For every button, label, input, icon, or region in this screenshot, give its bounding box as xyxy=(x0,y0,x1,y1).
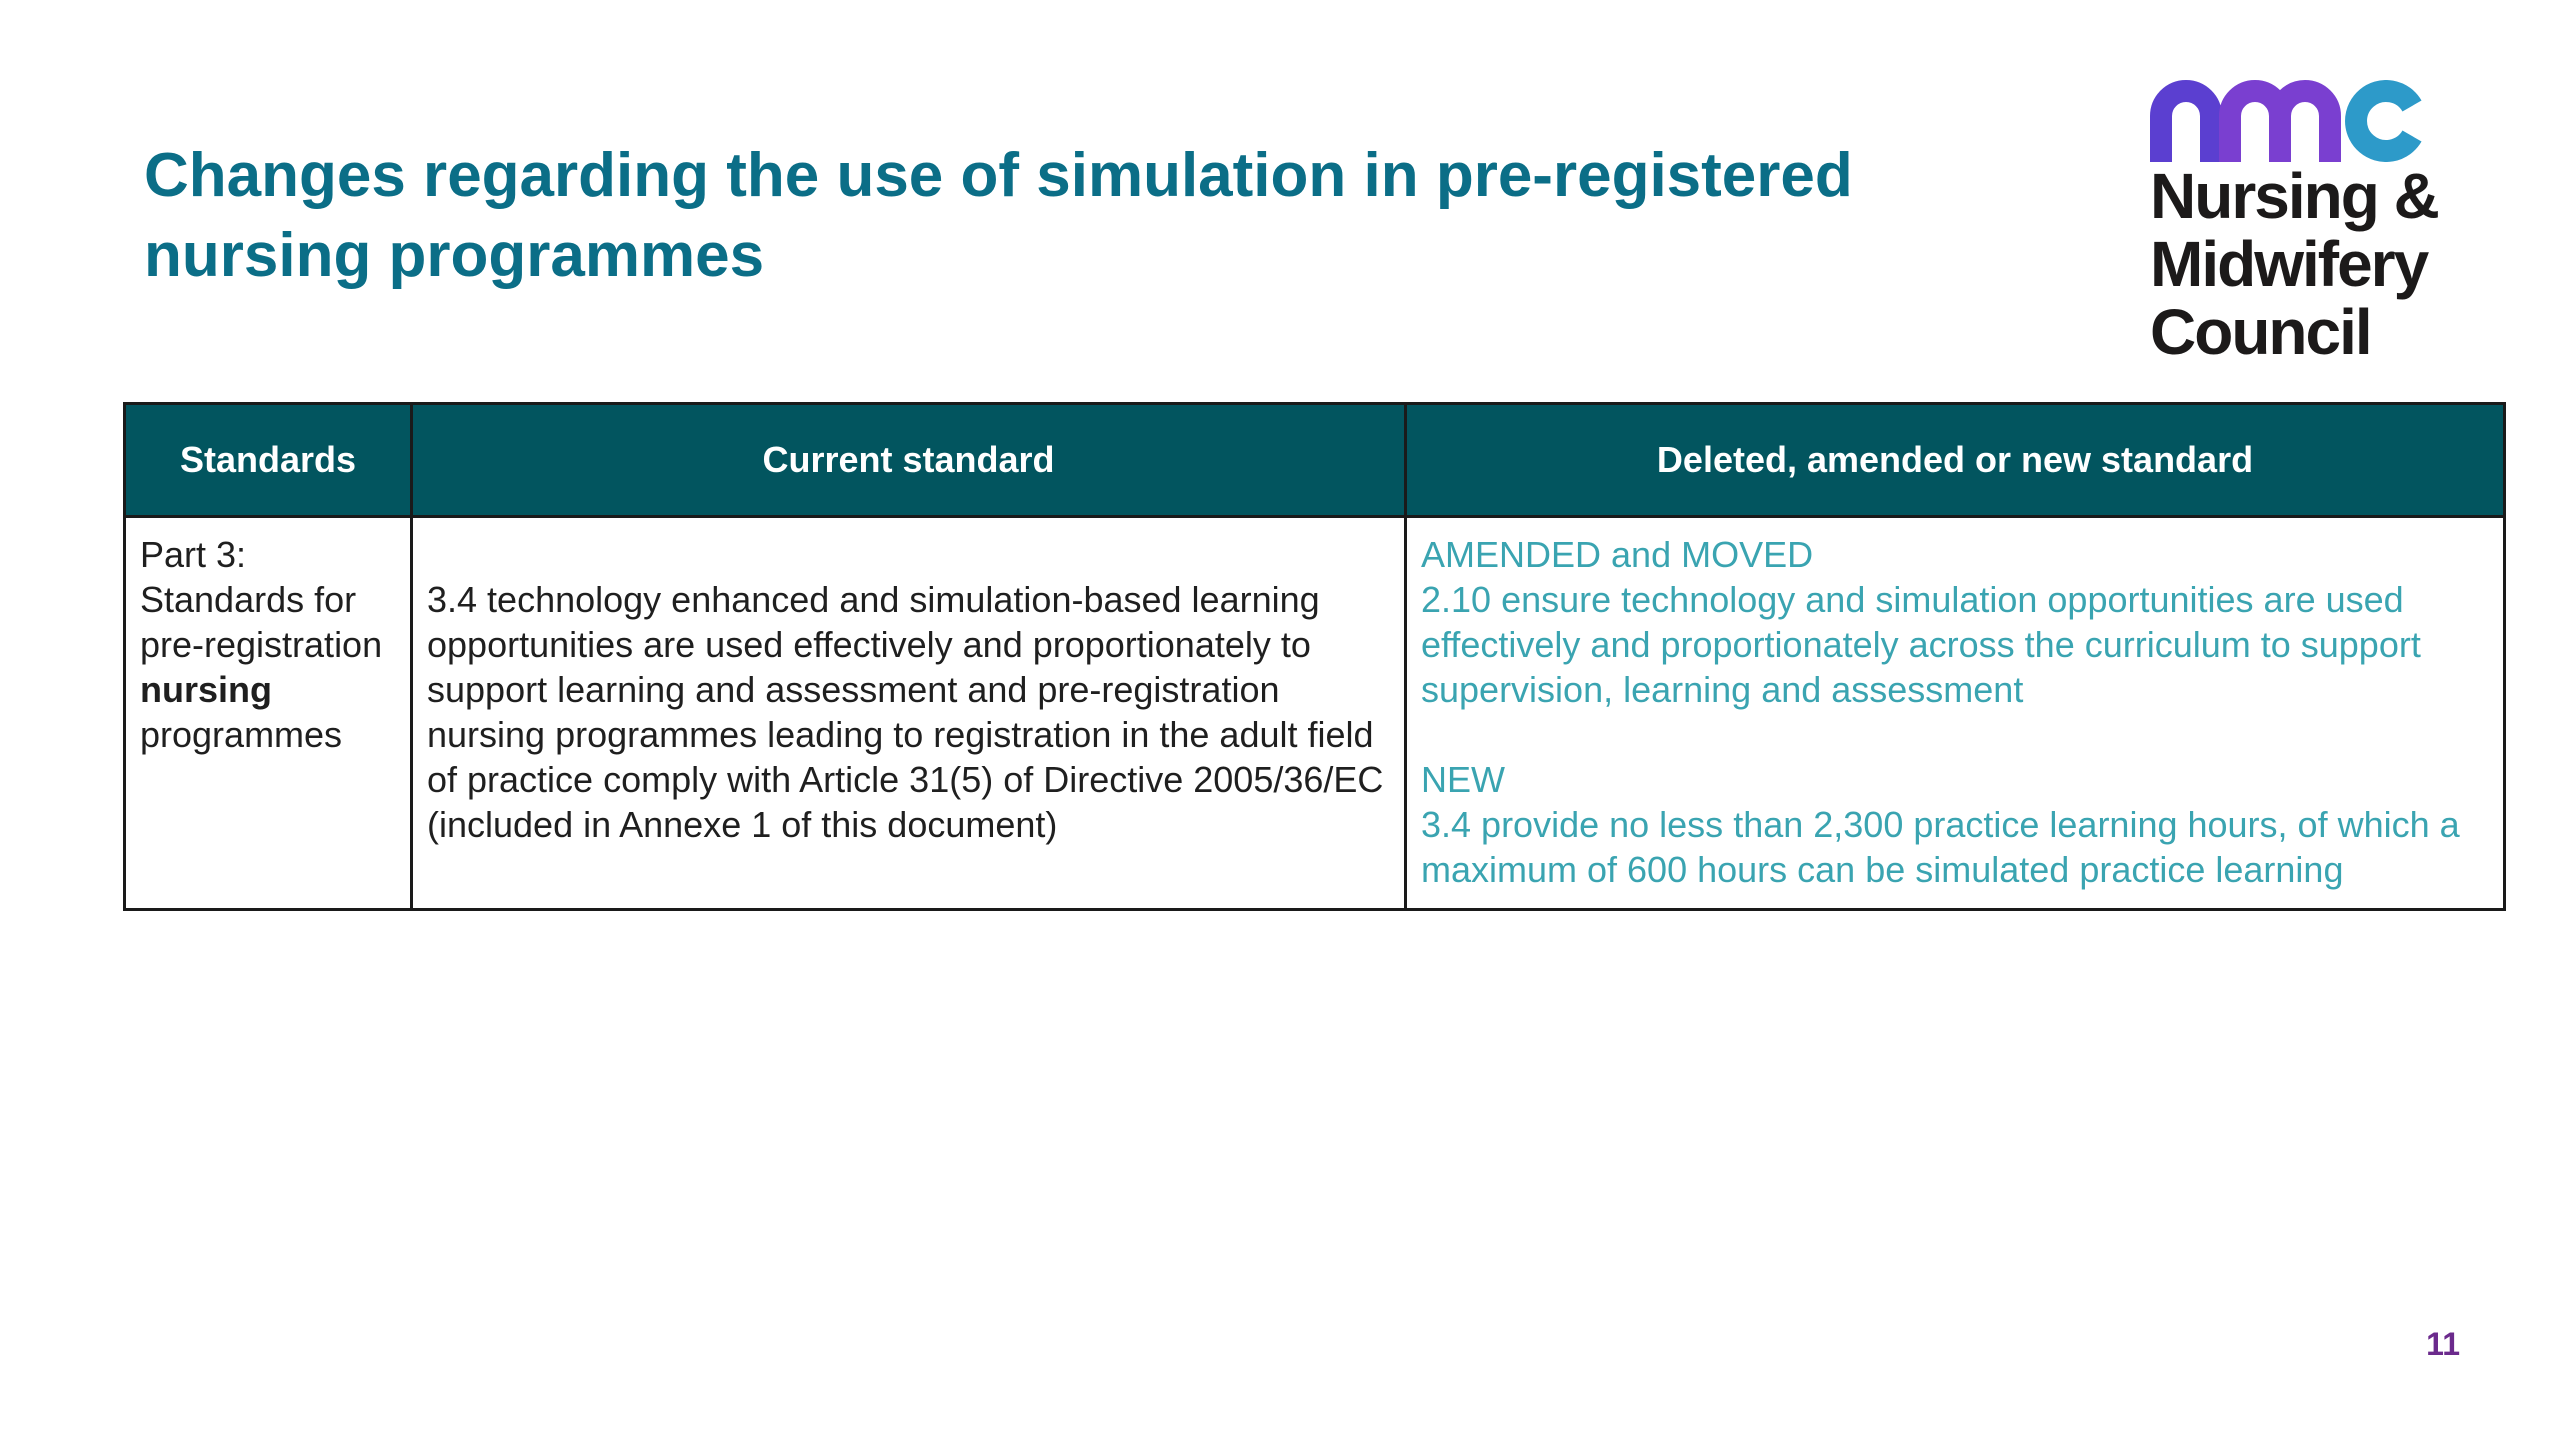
header-standards: Standards xyxy=(125,404,412,517)
standards-line-1: Part 3: xyxy=(140,534,247,575)
slide-title-line-2: nursing programmes xyxy=(144,221,765,290)
standards-line-2: Standards for xyxy=(140,579,357,620)
slide-title xyxy=(144,136,2044,296)
table-header-row xyxy=(125,404,2505,517)
header-new-standard: Deleted, amended or new standard xyxy=(1406,404,2505,517)
standards-line-3: pre-registration xyxy=(140,624,383,665)
standards-table xyxy=(123,402,2506,911)
spacer xyxy=(1421,712,2489,757)
cell-standards xyxy=(125,517,412,910)
nmc-logo-c xyxy=(2356,91,2412,151)
logo-line-2: Midwifery xyxy=(2150,228,2428,300)
cell-new-standard xyxy=(1406,517,2505,910)
standards-line-5: programmes xyxy=(140,714,343,755)
nmc-logo-n xyxy=(2161,91,2211,162)
new-label: NEW xyxy=(1421,759,1505,800)
logo-line-1: Nursing & xyxy=(2150,160,2438,232)
logo-line-3: Council xyxy=(2150,296,2371,368)
amended-label: AMENDED and MOVED xyxy=(1421,534,1814,575)
nmc-logo-m xyxy=(2230,91,2330,162)
cell-current-standard xyxy=(412,517,1406,910)
nmc-logo-mark xyxy=(2150,80,2422,162)
nmc-logo xyxy=(2150,80,2490,368)
nmc-logo-wordmark xyxy=(2150,162,2490,366)
header-current-standard: Current standard xyxy=(412,404,1406,517)
slide-title-line-1: Changes regarding the use of simulation in pre-registered xyxy=(144,141,1853,210)
current-standard-text: 3.4 technology enhanced and simulation-based learning opportunities are used effectively and proportionately to support learning and assessment and pre-registration nursing programmes leading to registration in the adult field of practice comply with Article 31(5) of Directive 2005/36/EC (included in Annexe 1 of this document) xyxy=(427,579,1384,845)
table-row xyxy=(125,517,2505,910)
standards-line-4: nursing xyxy=(140,669,272,710)
new-text: 3.4 provide no less than 2,300 practice learning hours, of which a maximum of 600 hours can be simulated practice learning xyxy=(1421,804,2460,890)
amended-text: 2.10 ensure technology and simulation opportunities are used effectively and proportionately across the curriculum to support supervision, learning and assessment xyxy=(1421,579,2421,710)
page-number: 11 xyxy=(2426,1326,2460,1362)
